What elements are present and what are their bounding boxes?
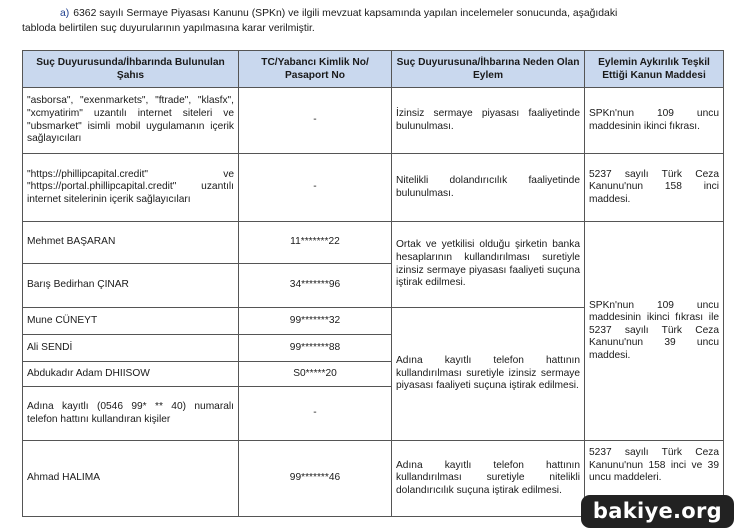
id-cell: 99*******88 (239, 335, 392, 362)
person-cell: Ahmad HALIMA (23, 441, 239, 517)
criminal-complaints-table (22, 50, 724, 517)
person-cell: "asborsa", "exenmarkets", "ftrade", "klasfx", "xcmyatirim" uzantılı internet siteleri ve "ubsmarket" isimli mobil uygulamanın içerik sağlayıcıları (23, 88, 239, 154)
table-row (23, 88, 724, 154)
person-cell: Barış Bedirhan ÇINAR (23, 264, 239, 308)
header-id: TC/Yabancı Kimlik No/ Pasaport No (239, 51, 392, 88)
law-cell: 5237 sayılı Türk Ceza Kanunu'nun 158 inci maddesi. (585, 154, 724, 222)
action-cell: İzinsiz sermaye piyasası faaliyetinde bulunulması. (392, 88, 585, 154)
intro-line-2: tabloda belirtilen suç duyurularının yapılmasına karar verilmiştir. (22, 23, 315, 34)
table-row (23, 222, 724, 264)
id-cell: 11*******22 (239, 222, 392, 264)
action-cell: Adına kayıtlı telefon hattının kullandırılması suretiyle izinsiz sermaye piyasası faaliyeti suçuna iştirak edilmesi. (392, 308, 585, 441)
table-row (23, 154, 724, 222)
person-cell: Adına kayıtlı (0546 99* ** 40) numaralı telefon hattını kullandıran kişiler (23, 387, 239, 441)
id-cell: - (239, 154, 392, 222)
person-cell: Ali SENDİ (23, 335, 239, 362)
id-cell: 99*******32 (239, 308, 392, 335)
person-cell: Abdukadır Adam DHIISOW (23, 362, 239, 387)
id-cell: - (239, 387, 392, 441)
action-cell: Nitelikli dolandırıcılık faaliyetinde bulunulması. (392, 154, 585, 222)
header-law: Eylemin Aykırılık Teşkil Ettiği Kanun Maddesi (585, 51, 724, 88)
action-cell: Adına kayıtlı telefon hattının kullandırılması suretiyle nitelikli dolandırıcılık suçuna iştirak edilmesi. (392, 441, 585, 517)
watermark-logo: bakiye.org (581, 495, 734, 528)
id-cell: 99*******46 (239, 441, 392, 517)
id-cell: 34*******96 (239, 264, 392, 308)
law-cell: 5237 sayılı Türk Ceza Kanunu'nun 158 inci ve 39 uncu maddeleri. (585, 441, 724, 517)
intro-line-1 (22, 6, 722, 21)
intro-text-1: 6362 sayılı Sermaye Piyasası Kanunu (SPKn) ve ilgili mevzuat kapsamında yapılan incelemeler sonucunda, aşağıdaki (73, 8, 618, 19)
person-cell: "https://phillipcapital.credit" ve "https://portal.phillipcapital.credit" uzantılı internet sitelerinin içerik sağlayıcıları (23, 154, 239, 222)
intro-paragraph (22, 6, 722, 36)
law-cell: SPKn'nun 109 uncu maddesinin ikinci fıkrası ile 5237 sayılı Türk Ceza Kanunu'nun 39 uncu maddesi. (585, 222, 724, 441)
table-header-row (23, 51, 724, 88)
action-cell: Ortak ve yetkilisi olduğu şirketin banka hesaplarının kullandırılması suretiyle izinsiz sermaye piyasası faaliyeti suçuna iştirak edilmesi. (392, 222, 585, 308)
id-cell: - (239, 88, 392, 154)
id-cell: S0*****20 (239, 362, 392, 387)
person-cell: Mune CÜNEYT (23, 308, 239, 335)
header-person: Suç Duyurusunda/İhbarında Bulunulan Şahıs (23, 51, 239, 88)
person-cell: Mehmet BAŞARAN (23, 222, 239, 264)
list-marker: a) (60, 8, 70, 19)
law-cell: SPKn'nun 109 uncu maddesinin ikinci fıkrası. (585, 88, 724, 154)
header-action: Suç Duyurusuna/İhbarına Neden Olan Eylem (392, 51, 585, 88)
